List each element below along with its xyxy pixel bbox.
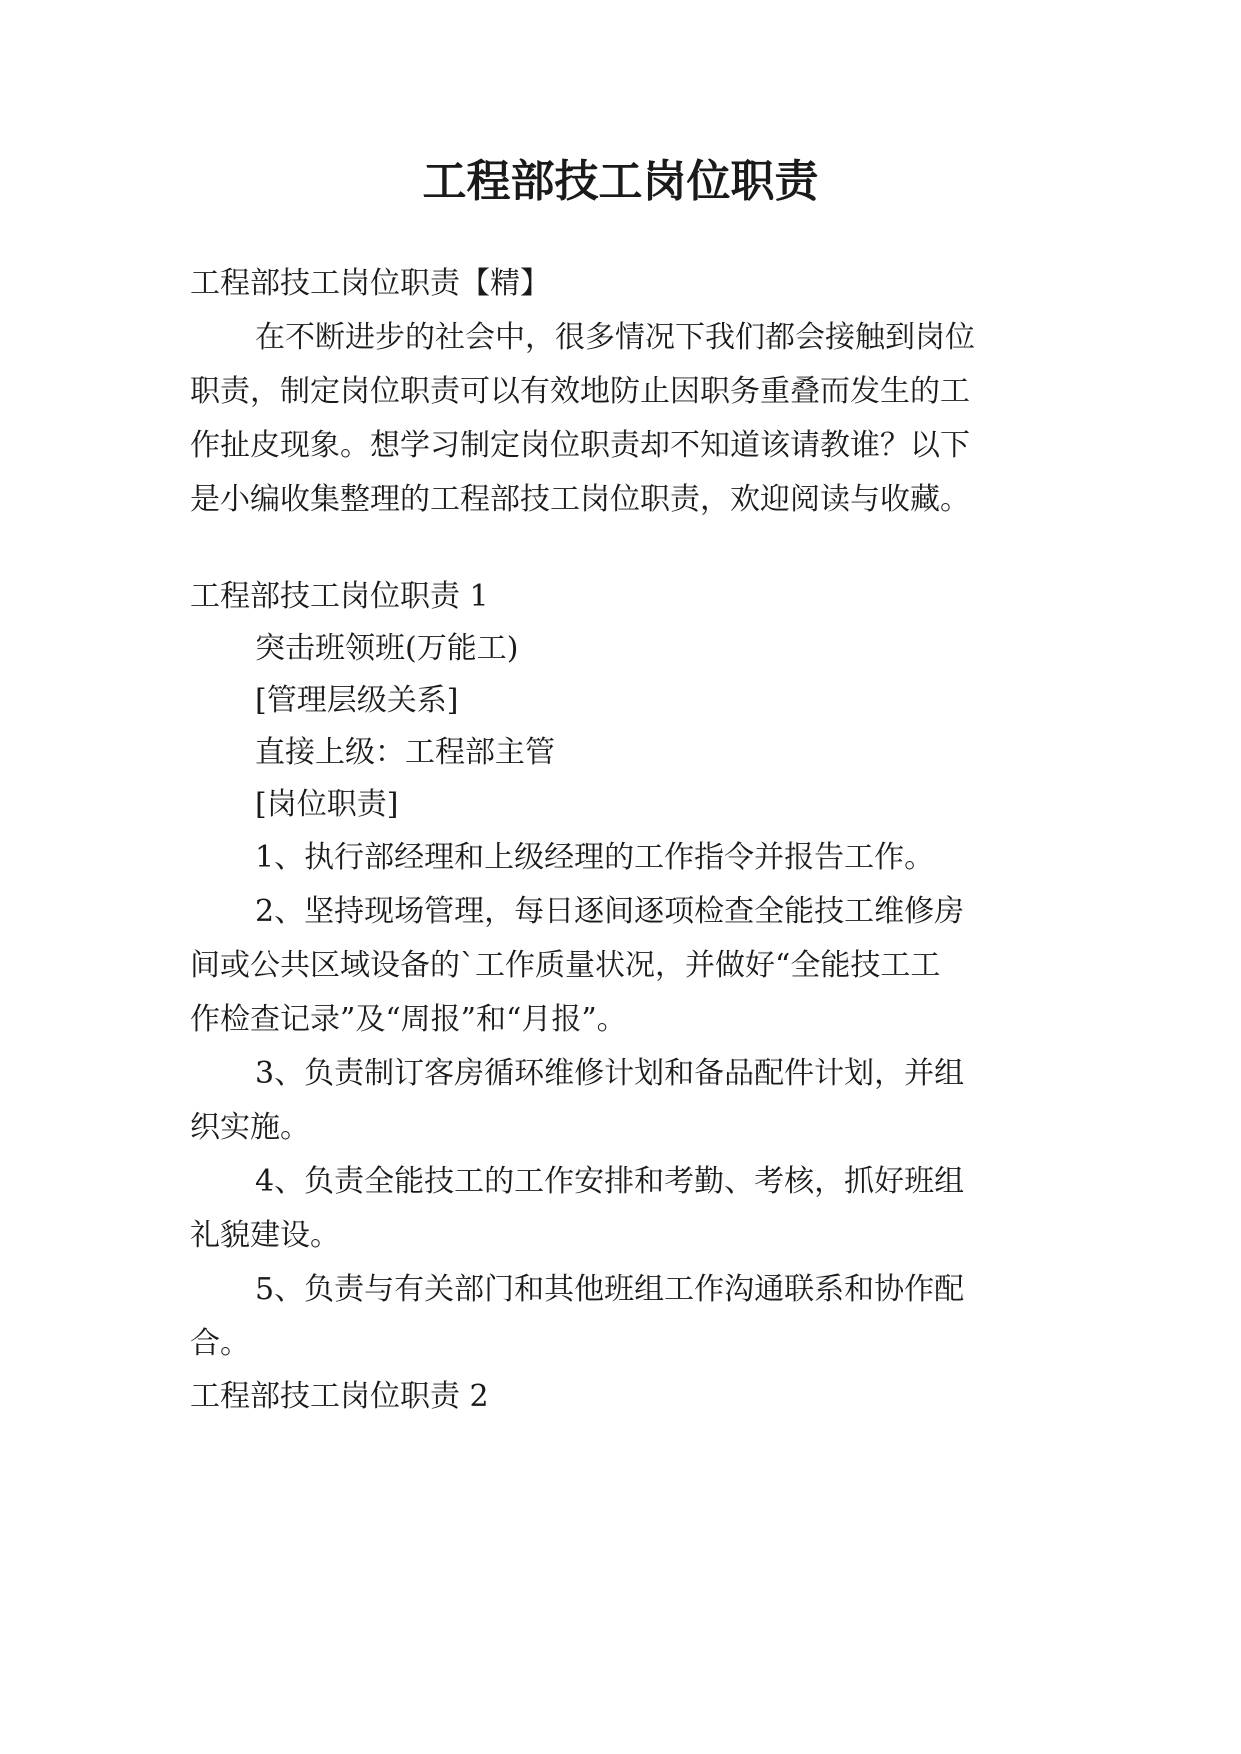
- intro-line: 是小编收集整理的工程部技工岗位职责，欢迎阅读与收藏。: [190, 482, 970, 517]
- intro-line: 在不断进步的社会中，很多情况下我们都会接触到岗位: [255, 320, 975, 355]
- position-title: 突击班领班(万能工): [255, 631, 519, 666]
- duty-item: 1、执行部经理和上级经理的工作指令并报告工作。: [255, 840, 935, 875]
- section-heading-1: 工程部技工岗位职责 1: [190, 579, 489, 614]
- duty-item-continued: 礼貌建设。: [190, 1218, 340, 1253]
- duty-item: 3、负责制订客房循环维修计划和备品配件计划，并组: [255, 1056, 965, 1091]
- duties-label: [岗位职责]: [255, 787, 399, 822]
- duty-item: 4、负责全能技工的工作安排和考勤、考核，抓好班组: [255, 1164, 965, 1199]
- supervisor-line: 直接上级：工程部主管: [255, 735, 555, 770]
- section-heading-2: 工程部技工岗位职责 2: [190, 1379, 489, 1414]
- duty-item-continued: 作检查记录”及“周报”和“月报”。: [190, 1002, 627, 1037]
- duty-item-continued: 合。: [190, 1326, 250, 1361]
- intro-line: 作扯皮现象。想学习制定岗位职责却不知道该请教谁？以下: [190, 428, 970, 463]
- intro-line: 职责，制定岗位职责可以有效地防止因职务重叠而发生的工: [190, 374, 970, 409]
- document-subtitle: 工程部技工岗位职责【精】: [190, 266, 550, 301]
- duty-item-continued: 间或公共区域设备的`工作质量状况，并做好“全能技工工: [190, 948, 941, 983]
- document-title: 工程部技工岗位职责: [422, 156, 819, 207]
- duty-item: 5、负责与有关部门和其他班组工作沟通联系和协作配: [255, 1272, 965, 1307]
- duty-item: 2、坚持现场管理，每日逐间逐项检查全能技工维修房: [255, 894, 965, 929]
- hierarchy-label: [管理层级关系]: [255, 683, 459, 718]
- duty-item-continued: 织实施。: [190, 1110, 310, 1145]
